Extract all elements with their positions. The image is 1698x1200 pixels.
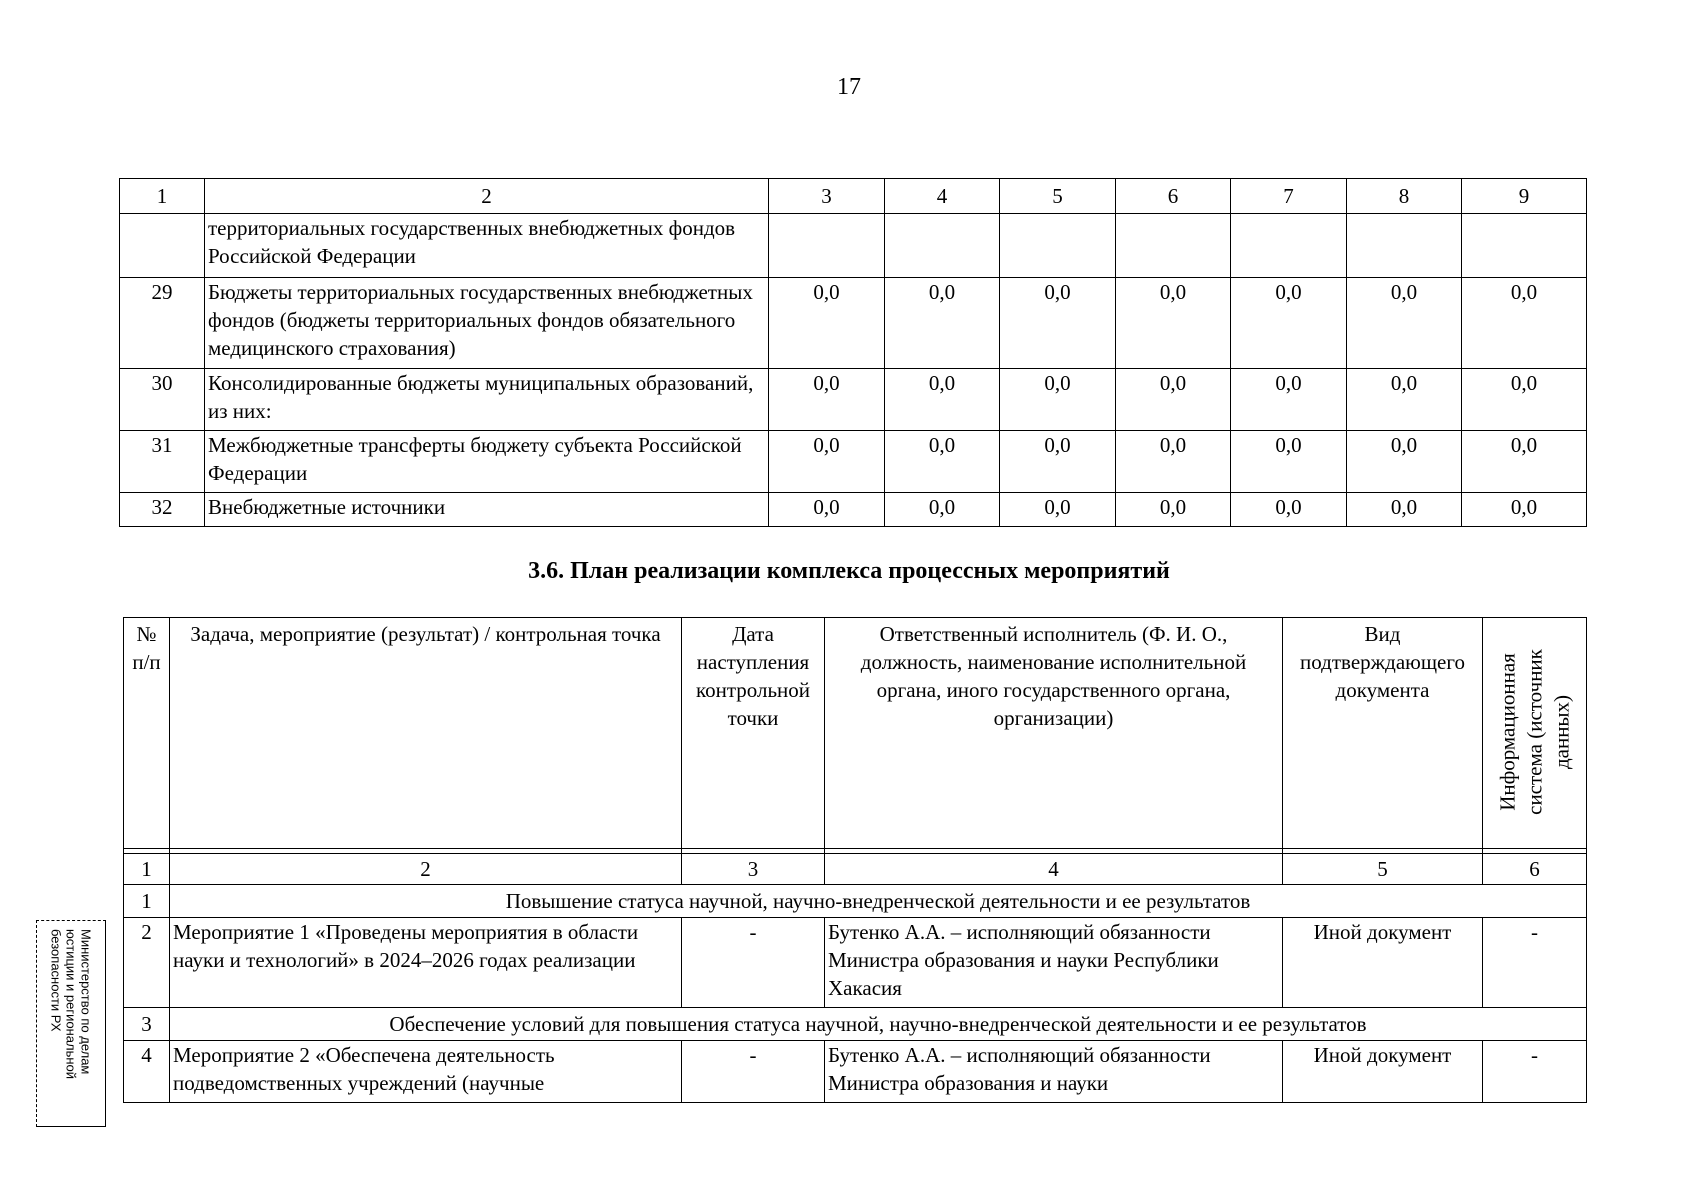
value-cell: 0,0 — [769, 278, 885, 369]
group-row — [124, 1008, 1587, 1041]
row-number: 1 — [124, 885, 170, 918]
section-title: 3.6. План реализации комплекса процессных мероприятий — [528, 558, 1170, 584]
header-task: Задача, мероприятие (результат) / контрольная точка — [170, 618, 682, 849]
column-number: 1 — [124, 854, 170, 885]
value-cell: 0,0 — [1462, 369, 1587, 431]
value-cell: 0,0 — [1116, 431, 1231, 493]
task-cell: Мероприятие 1 «Проведены мероприятия в области науки и технологий» в 2024–2026 годах реализации — [170, 918, 682, 1008]
table-row — [120, 278, 1587, 369]
header-date: Дата наступления контрольной точки — [682, 618, 825, 849]
page-number: 17 — [837, 74, 861, 100]
value-cell: 0,0 — [1462, 278, 1587, 369]
group-title: Повышение статуса научной, научно-внедренческой деятельности и ее результатов — [170, 885, 1587, 918]
value-cell: 0,0 — [1116, 278, 1231, 369]
table-row — [120, 493, 1587, 527]
column-number: 6 — [1483, 854, 1587, 885]
budget-table — [119, 178, 1587, 527]
info-system-cell: - — [1483, 1041, 1587, 1103]
column-number: 4 — [885, 179, 1000, 214]
row-text: Межбюджетные трансферты бюджету субъекта Российской Федерации — [205, 431, 769, 493]
column-number: 5 — [1283, 854, 1483, 885]
column-number: 9 — [1462, 179, 1587, 214]
row-number: 4 — [124, 1041, 170, 1103]
doc-type-cell: Иной документ — [1283, 918, 1483, 1008]
value-cell: 0,0 — [885, 278, 1000, 369]
header-doc-type: Вид подтверждающего документа — [1283, 618, 1483, 849]
value-cell: 0,0 — [885, 369, 1000, 431]
group-row — [124, 885, 1587, 918]
column-number: 8 — [1347, 179, 1462, 214]
column-number: 7 — [1231, 179, 1347, 214]
row-number — [120, 214, 205, 278]
table-row — [120, 369, 1587, 431]
task-cell: Мероприятие 2 «Обеспечена деятельность подведомственных учреждений (научные — [170, 1041, 682, 1103]
header-info-system-label: Информационная система (источник данных) — [1495, 649, 1573, 815]
responsible-cell: Бутенко А.А. – исполняющий обязанности Министра образования и науки — [825, 1041, 1283, 1103]
row-text: Консолидированные бюджеты муниципальных образований, из них: — [205, 369, 769, 431]
value-cell: 0,0 — [1347, 278, 1462, 369]
stamp-text: Министерство по делам юстиции и региональной безопасности РХ — [48, 928, 94, 1079]
value-cell: 0,0 — [885, 431, 1000, 493]
doc-type-cell: Иной документ — [1283, 1041, 1483, 1103]
value-cell: 0,0 — [1116, 493, 1231, 527]
plan-table — [123, 617, 1587, 1103]
column-number: 2 — [205, 179, 769, 214]
table-row — [120, 214, 1587, 278]
row-number: 3 — [124, 1008, 170, 1041]
info-system-cell: - — [1483, 918, 1587, 1008]
column-number: 2 — [170, 854, 682, 885]
header-info-system — [1483, 618, 1587, 849]
column-number: 5 — [1000, 179, 1116, 214]
value-cell: 0,0 — [885, 493, 1000, 527]
budget-table-header-row — [120, 179, 1587, 214]
date-cell: - — [682, 1041, 825, 1103]
row-number: 31 — [120, 431, 205, 493]
value-cell: 0,0 — [1000, 493, 1116, 527]
value-cell: 0,0 — [1000, 369, 1116, 431]
plan-table-header-row — [124, 618, 1587, 849]
responsible-cell: Бутенко А.А. – исполняющий обязанности Министра образования и науки Республики Хакасия — [825, 918, 1283, 1008]
row-text: Бюджеты территориальных государственных внебюджетных фондов (бюджеты территориальных фондов обязательного медицинского страхования) — [205, 278, 769, 369]
value-cell: 0,0 — [1347, 369, 1462, 431]
column-number: 3 — [769, 179, 885, 214]
column-number: 1 — [120, 179, 205, 214]
value-cell: 0,0 — [1462, 431, 1587, 493]
value-cell: 0,0 — [1000, 278, 1116, 369]
value-cell: 0,0 — [1347, 431, 1462, 493]
row-number: 30 — [120, 369, 205, 431]
header-responsible: Ответственный исполнитель (Ф. И. О., должность, наименование исполнительной органа, иного государственного органа, организации) — [825, 618, 1283, 849]
header-num: № п/п — [124, 618, 170, 849]
value-cell: 0,0 — [1231, 493, 1347, 527]
row-text: территориальных государственных внебюджетных фондов Российской Федерации — [205, 214, 769, 278]
column-number: 3 — [682, 854, 825, 885]
value-cell: 0,0 — [1462, 493, 1587, 527]
table-row — [124, 1041, 1587, 1103]
row-number: 29 — [120, 278, 205, 369]
registration-stamp — [36, 920, 106, 1127]
value-cell: 0,0 — [1231, 278, 1347, 369]
column-numbers-row — [124, 854, 1587, 885]
value-cell: 0,0 — [769, 431, 885, 493]
table-row — [124, 918, 1587, 1008]
date-cell: - — [682, 918, 825, 1008]
value-cell: 0,0 — [769, 493, 885, 527]
group-title: Обеспечение условий для повышения статуса научной, научно-внедренческой деятельности и ее результатов — [170, 1008, 1587, 1041]
value-cell: 0,0 — [1231, 431, 1347, 493]
value-cell: 0,0 — [1231, 369, 1347, 431]
value-cell: 0,0 — [769, 369, 885, 431]
column-number: 4 — [825, 854, 1283, 885]
column-number: 6 — [1116, 179, 1231, 214]
table-row — [120, 431, 1587, 493]
row-text: Внебюджетные источники — [205, 493, 769, 527]
value-cell: 0,0 — [1000, 431, 1116, 493]
value-cell: 0,0 — [1116, 369, 1231, 431]
row-number: 2 — [124, 918, 170, 1008]
value-cell: 0,0 — [1347, 493, 1462, 527]
row-number: 32 — [120, 493, 205, 527]
